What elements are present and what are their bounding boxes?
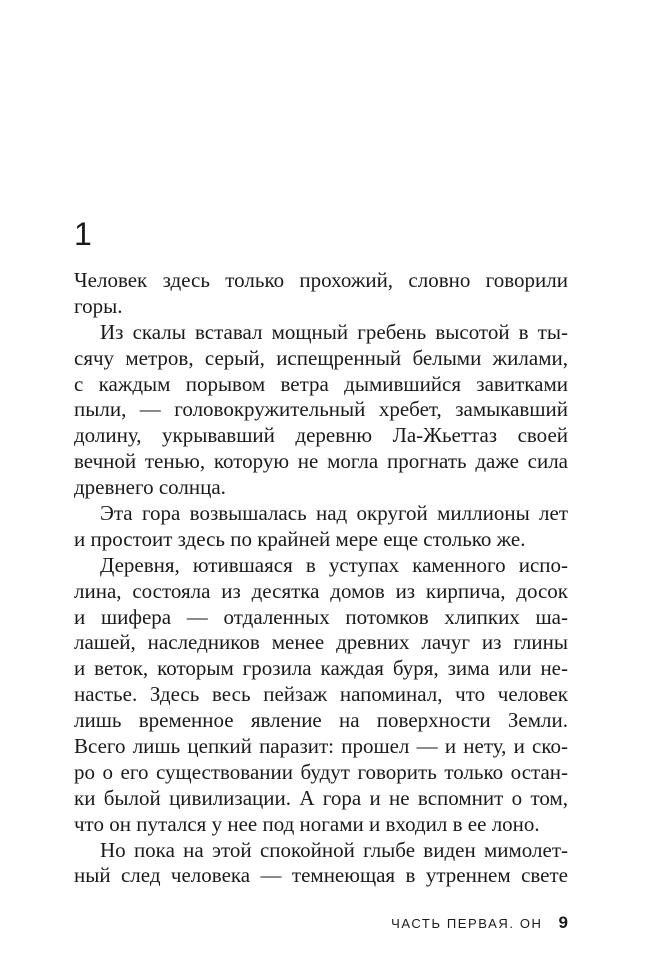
text-line: ки былой цивилизации. А гора и не вспомнит о том,	[74, 785, 568, 810]
text-line: и шифера — отдаленных потомков хлипких ша-	[74, 604, 568, 629]
text-line: Деревня, ютившаяся в уступах каменного испо-	[100, 552, 568, 577]
text-line: ро о его существовании будут говорить только остан-	[74, 759, 568, 784]
running-head: ЧАСТЬ ПЕРВАЯ. ОН	[391, 916, 543, 931]
text-line: и простоит здесь по крайней мере еще столько же.	[74, 526, 526, 551]
chapter-number: 1	[74, 216, 92, 252]
text-line: горы.	[74, 293, 123, 318]
text-line: Человек здесь только прохожий, словно говорили	[74, 268, 568, 292]
text-line: ный след человека — темнеющая в утреннем свете	[74, 863, 568, 888]
text-line: пыли, — головокружительный хребет, замыкавший	[74, 397, 568, 422]
text-line: лишь временное явление на поверхности Земли.	[74, 708, 568, 733]
text-line: с каждым порывом ветра дымившийся завитками	[74, 371, 568, 396]
text-line: настье. Здесь весь пейзаж напоминал, что человек	[74, 682, 568, 707]
text-line: долину, укрывавший деревню Ла-Жьеттаз своей	[74, 423, 568, 448]
text-line: вечной тенью, которую не могла прогнать даже сила	[74, 449, 568, 474]
page-footer	[74, 913, 568, 933]
text-line: Из скалы вставал мощный гребень высотой в ты-	[100, 319, 568, 344]
text-line: что он путался у нее под ногами и входил в ее лоно.	[74, 811, 540, 836]
chapter-text	[74, 268, 568, 889]
text-line: и веток, которым грозила каждая буря, зима или не-	[74, 656, 568, 681]
page-number: 9	[558, 913, 568, 932]
text-line: Эта гора возвышалась над округой миллионы лет	[100, 501, 568, 526]
text-line: сячу метров, серый, испещренный белыми жилами,	[74, 345, 568, 370]
text-line: Всего лишь цепкий паразит: прошел — и нету, и ско-	[74, 734, 568, 759]
text-line: древнего солнца.	[74, 475, 226, 500]
text-line: Но пока на этой спокойной глыбе виден мимолет-	[100, 837, 568, 862]
text-line: лина, состояла из десятка домов из кирпича, досок	[74, 578, 568, 603]
text-line: лашей, наследников менее древних лачуг из глины	[74, 630, 568, 655]
